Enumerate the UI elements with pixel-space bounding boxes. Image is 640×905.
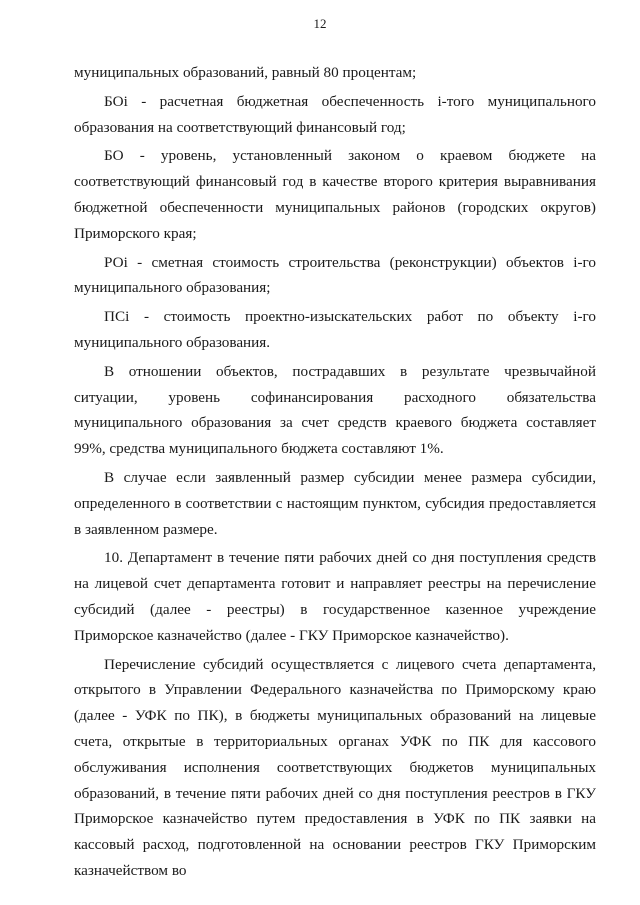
paragraph-definition-roi: РОi - сметная стоимость строительства (реконструкции) объектов i-го муниципального образования; (74, 253, 596, 297)
paragraph-item-10: 10. Департамент в течение пяти рабочих дней со дня поступления средств на лицевой счет департамента готовит и направляет реестры на перечисление субсидий (далее - реестры) в государственное казенное учреждение Приморское казначейство (далее - ГКУ Приморское казначейство). (74, 549, 596, 644)
paragraph-declared-subsidy: В случае если заявленный размер субсидии менее размера субсидии, определенного в соответствии с настоящим пунктом, субсидия предоставляется в заявленном размере. (74, 468, 596, 538)
paragraph-continuation: муниципальных образований, равный 80 процентам; (74, 64, 417, 81)
paragraph-definition-boi: БОi - расчетная бюджетная обеспеченность i-того муниципального образования на соответствующий финансовый год; (74, 92, 596, 136)
paragraph-transfer-procedure: Перечисление субсидий осуществляется с лицевого счета департамента, открытого в Управлении Федерального казначейства по Приморскому краю (далее - УФК по ПК), в бюджеты муниципальных образований на лицевые счета, открытые в территориальных органах УФК по ПК для кассового обслуживания исполнения соответствующих бюджетов муниципальных образований, в течение пяти рабочих дней со дня поступления реестров в ГКУ Приморское казначейство путем предоставления в УФК по ПК заявки на кассовый расход, подготовленной на основании реестров ГКУ Приморским казначейством во (74, 655, 596, 879)
paragraph-emergency-objects: В отношении объектов, пострадавших в результате чрезвычайной ситуации, уровень софинансирования расходного обязательства муниципального образования за счет средств краевого бюджета составляет 99%, средства муниципального бюджета составляют 1%. (74, 362, 596, 458)
paragraph-definition-bo: БО - уровень, установленный законом о краевом бюджете на соответствующий финансовый год в качестве второго критерия выравнивания бюджетной обеспеченности муниципальных районов (городских округов) Приморского края; (74, 147, 596, 242)
document-body (74, 60, 596, 887)
paragraph-definition-psi: ПСi - стоимость проектно-изыскательских работ по объекту i-го муниципального образования. (74, 308, 596, 351)
page-number: 12 (313, 16, 327, 31)
